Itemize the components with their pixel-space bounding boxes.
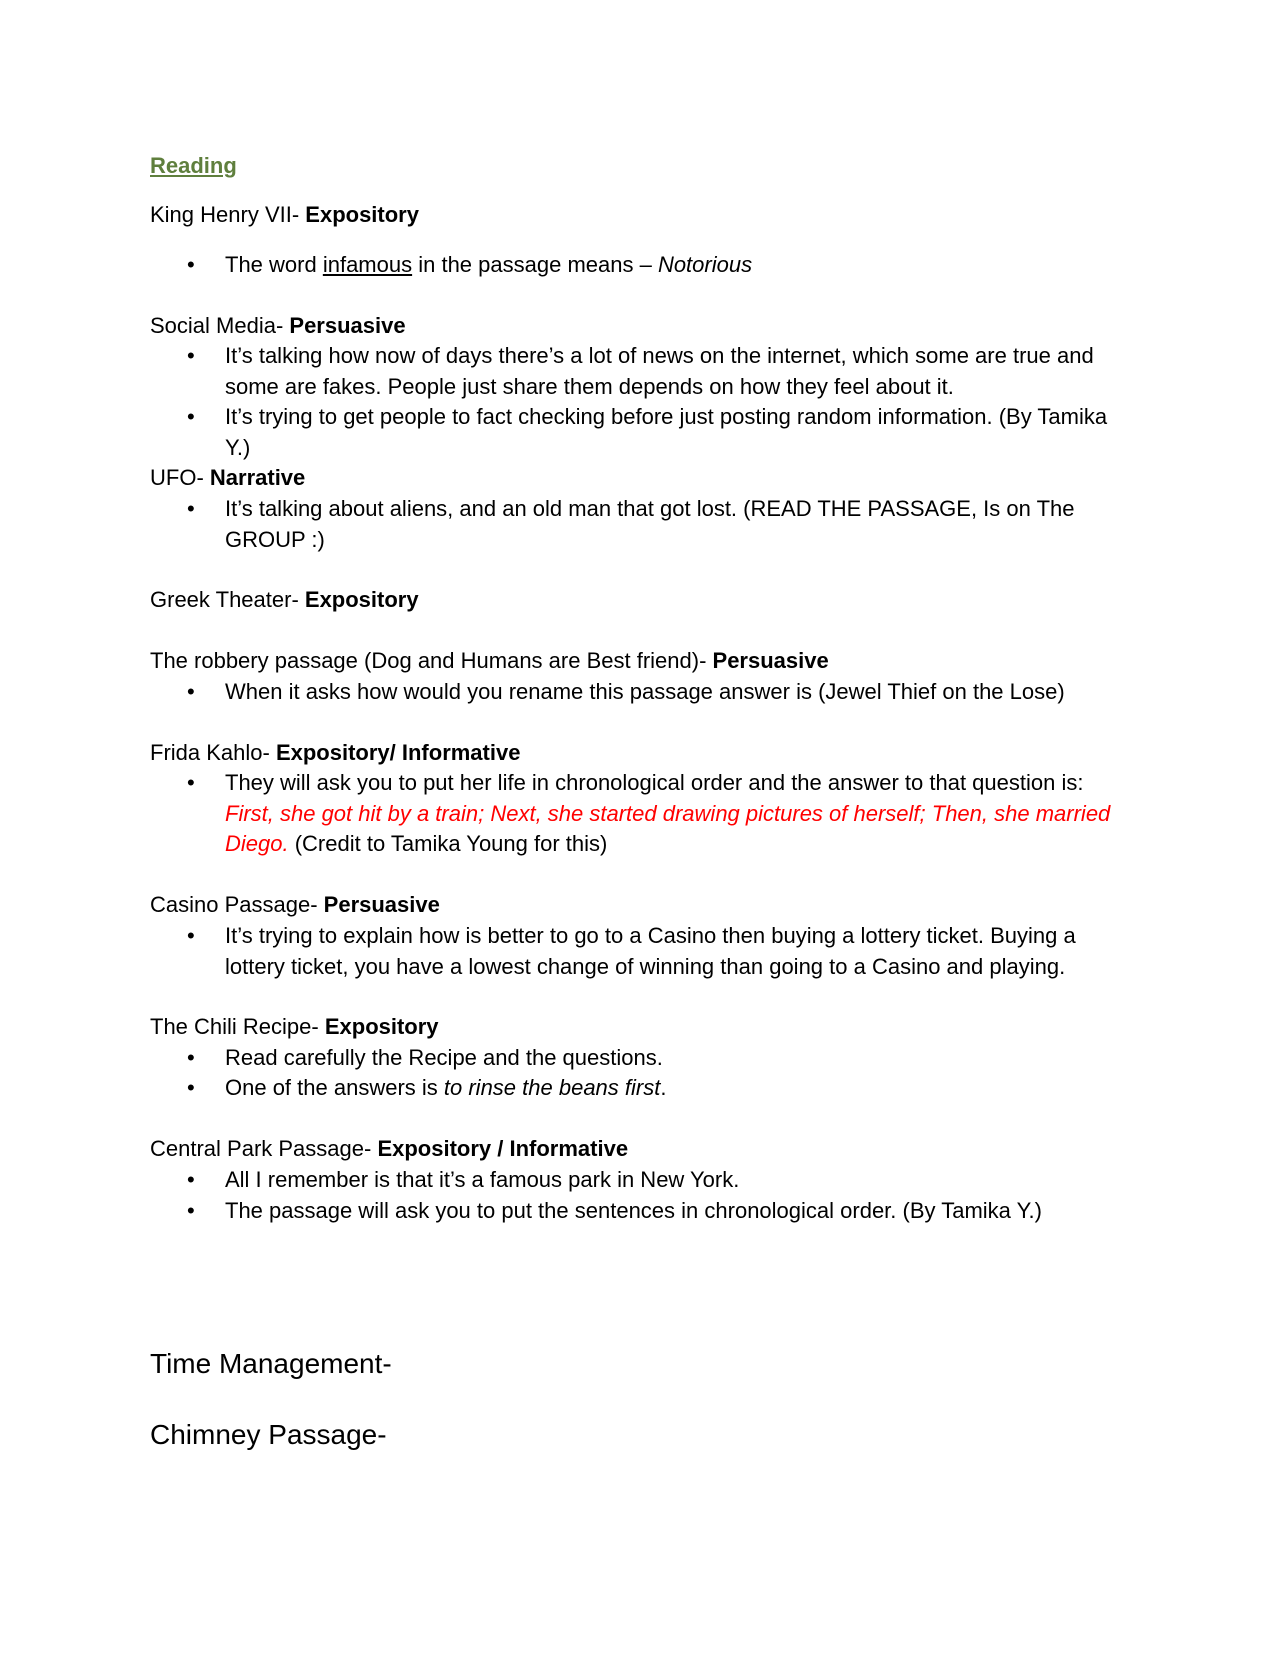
red-answer: First, she got hit by a train; Next, she started drawing pictures of herself; Then, she married Diego. bbox=[225, 800, 1111, 856]
bullet-icon: • bbox=[187, 404, 195, 429]
section-title-casino: Casino Passage- Persuasive bbox=[150, 892, 440, 917]
section-title-henry bbox=[150, 200, 419, 230]
bullet-icon: • bbox=[187, 770, 195, 795]
bullet-social-1: It’s talking how now of days there’s a lot of news on the internet, which some are true and some are fakes. People just share them depends on how they feel about it. bbox=[225, 343, 1094, 399]
bullet-chili-2: One of the answers is to rinse the beans first. bbox=[225, 1075, 667, 1100]
section-name: King Henry VII- bbox=[150, 202, 306, 227]
bullet-social-2: It’s trying to get people to fact checking before just posting random information. (By Tamika Y.) bbox=[225, 404, 1108, 460]
section-title-park: Central Park Passage- Expository / Informative bbox=[150, 1136, 629, 1161]
bullet-icon: • bbox=[187, 252, 195, 277]
bullet-robbery-1: When it asks how would you rename this passage answer is (Jewel Thief on the Lose) bbox=[225, 679, 1065, 704]
bullet-ufo-1: It’s talking about aliens, and an old man that got lost. (READ THE PASSAGE, Is on The GROUP :) bbox=[225, 496, 1075, 552]
section-title-robbery: The robbery passage (Dog and Humans are Best friend)- Persuasive bbox=[150, 648, 829, 673]
section-title-ufo: UFO- Narrative bbox=[150, 465, 306, 490]
bullet-casino-1: It’s trying to explain how is better to go to a Casino then buying a lottery ticket. Buying a lottery ticket, you have a lowest change of winning than going to a Casino and playing. bbox=[225, 923, 1076, 979]
bullet-frida: They will ask you to put her life in chronological order and the answer to that question is: First, she got hit by a train; Next, she started drawing pictures of herself; Then, she married Diego. (Credit to Tamika Young for this) bbox=[225, 770, 1111, 856]
chimney-passage-heading: Chimney Passage- bbox=[150, 1419, 387, 1450]
bullet-park-1: All I remember is that it’s a famous park in New York. bbox=[225, 1167, 740, 1192]
bullet-icon: • bbox=[187, 1045, 195, 1070]
bullet-icon: • bbox=[187, 923, 195, 948]
time-management-heading: Time Management- bbox=[150, 1348, 392, 1379]
bullet-icon: • bbox=[187, 1198, 195, 1223]
section-title-chili: The Chili Recipe- Expository bbox=[150, 1014, 439, 1039]
underlined-word: infamous bbox=[322, 252, 413, 277]
italic-answer: Notorious bbox=[657, 252, 753, 277]
bullet-henry: The word infamous in the passage means – Notorious bbox=[225, 252, 753, 277]
section-title-frida: Frida Kahlo- Expository/ Informative bbox=[150, 740, 521, 765]
reading-heading: Reading bbox=[150, 153, 237, 178]
section-title-greek: Greek Theater- Expository bbox=[150, 587, 419, 612]
bullet-park-2: The passage will ask you to put the sentences in chronological order. (By Tamika Y.) bbox=[225, 1198, 1042, 1223]
bullet-icon: • bbox=[187, 1075, 195, 1100]
bullet-icon: • bbox=[187, 679, 195, 704]
section-title-social: Social Media- Persuasive bbox=[150, 313, 406, 338]
section-genre: Expository bbox=[305, 202, 419, 227]
bullet-icon: • bbox=[187, 1167, 195, 1192]
bullet-icon: • bbox=[187, 343, 195, 368]
bullet-icon: • bbox=[187, 496, 195, 521]
bullet-chili-1: Read carefully the Recipe and the questions. bbox=[225, 1045, 663, 1070]
